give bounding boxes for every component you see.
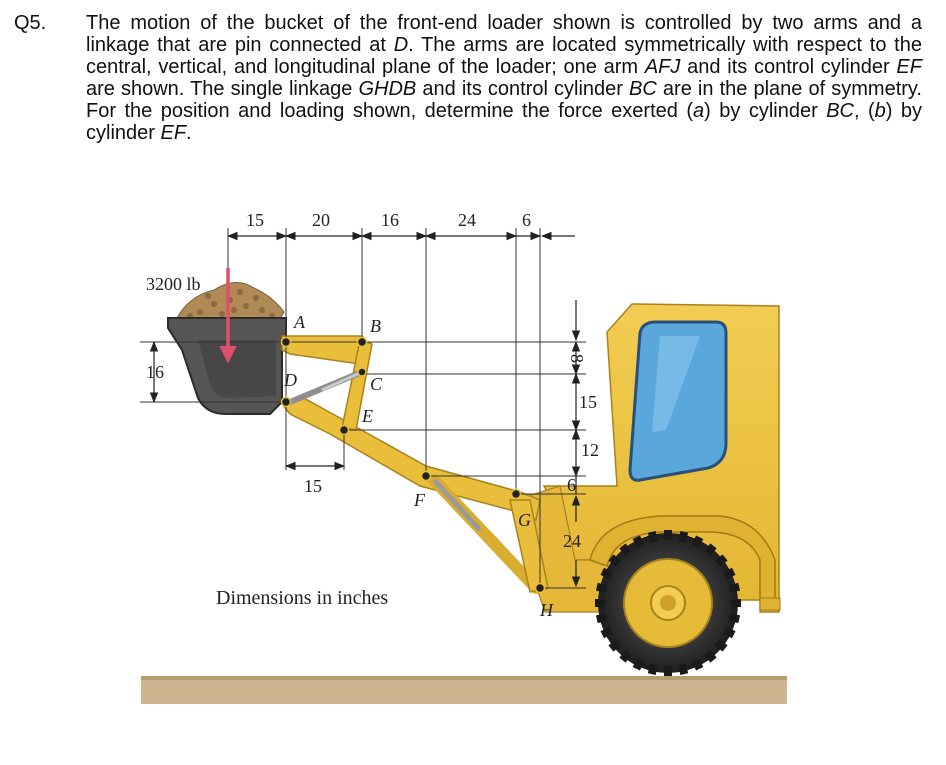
- question-segment: BC: [629, 78, 657, 100]
- question-segment: EF: [160, 122, 187, 144]
- load-label: 3200 lb: [146, 274, 201, 294]
- question-segment: BC: [826, 100, 854, 122]
- label-d: D: [284, 370, 297, 390]
- dim-right-3: 12: [581, 440, 599, 460]
- label-h: H: [540, 600, 553, 620]
- question-segment: are shown. The single linkage: [86, 78, 359, 100]
- question-segment: EF: [896, 56, 922, 78]
- label-c: C: [370, 374, 383, 394]
- question-segment: AFJ: [644, 56, 681, 78]
- dim-top-4: 24: [458, 210, 476, 230]
- pin-d: [282, 398, 291, 407]
- question-segment: b: [874, 100, 886, 122]
- question-segment: ) by cylinder: [86, 100, 923, 144]
- question-segment: D: [393, 34, 409, 56]
- pin-b: [358, 338, 367, 347]
- pin-g: [512, 490, 521, 499]
- label-b: B: [370, 316, 381, 336]
- dim-top-2: 20: [312, 210, 330, 230]
- pin-f: [422, 472, 431, 481]
- dim-right-4: 6: [567, 475, 576, 495]
- dim-right-1: 8: [567, 354, 587, 363]
- pin-e: [340, 426, 349, 435]
- label-e: E: [362, 406, 373, 426]
- label-f: F: [414, 490, 425, 510]
- question-segment: are in the plane of symmetry. For the position and loading shown, determine the force exerted (: [86, 78, 922, 122]
- units-note: Dimensions in inches: [216, 587, 389, 609]
- question-segment: and its control cylinder: [680, 56, 897, 78]
- question-segment: ) by cylinder: [704, 100, 827, 122]
- dim-left: 16: [146, 362, 164, 382]
- label-a: A: [294, 312, 305, 332]
- question-segment: , (: [853, 100, 875, 122]
- pin-a: [282, 338, 291, 347]
- dim-right-2: 15: [579, 392, 597, 412]
- question-segment: . The arms are located symmetrically with respect to the central, vertical, and longitudinal plane of the loader; one arm: [86, 34, 922, 78]
- question-segment: The motion of the bucket of the front-end loader shown is controlled by two arms and a linkage that are pin connected at: [86, 12, 922, 56]
- pin-c: [358, 368, 366, 376]
- question-segment: and its control cylinder: [416, 78, 630, 100]
- question-segment: GHDB: [358, 78, 417, 100]
- dim-bottom: 15: [304, 476, 322, 496]
- dim-top-3: 16: [381, 210, 399, 230]
- dim-top-1: 15: [246, 210, 264, 230]
- pin-h: [536, 584, 545, 593]
- question-segment: a: [693, 100, 705, 122]
- label-g: G: [518, 510, 531, 530]
- link-ab: [282, 336, 368, 364]
- question-number: Q5.: [14, 12, 47, 34]
- ground: [141, 676, 787, 704]
- dim-right-5: 24: [563, 531, 581, 551]
- question-segment: .: [186, 122, 192, 144]
- dim-top-5: 6: [522, 210, 531, 230]
- arm-afj: [282, 396, 540, 520]
